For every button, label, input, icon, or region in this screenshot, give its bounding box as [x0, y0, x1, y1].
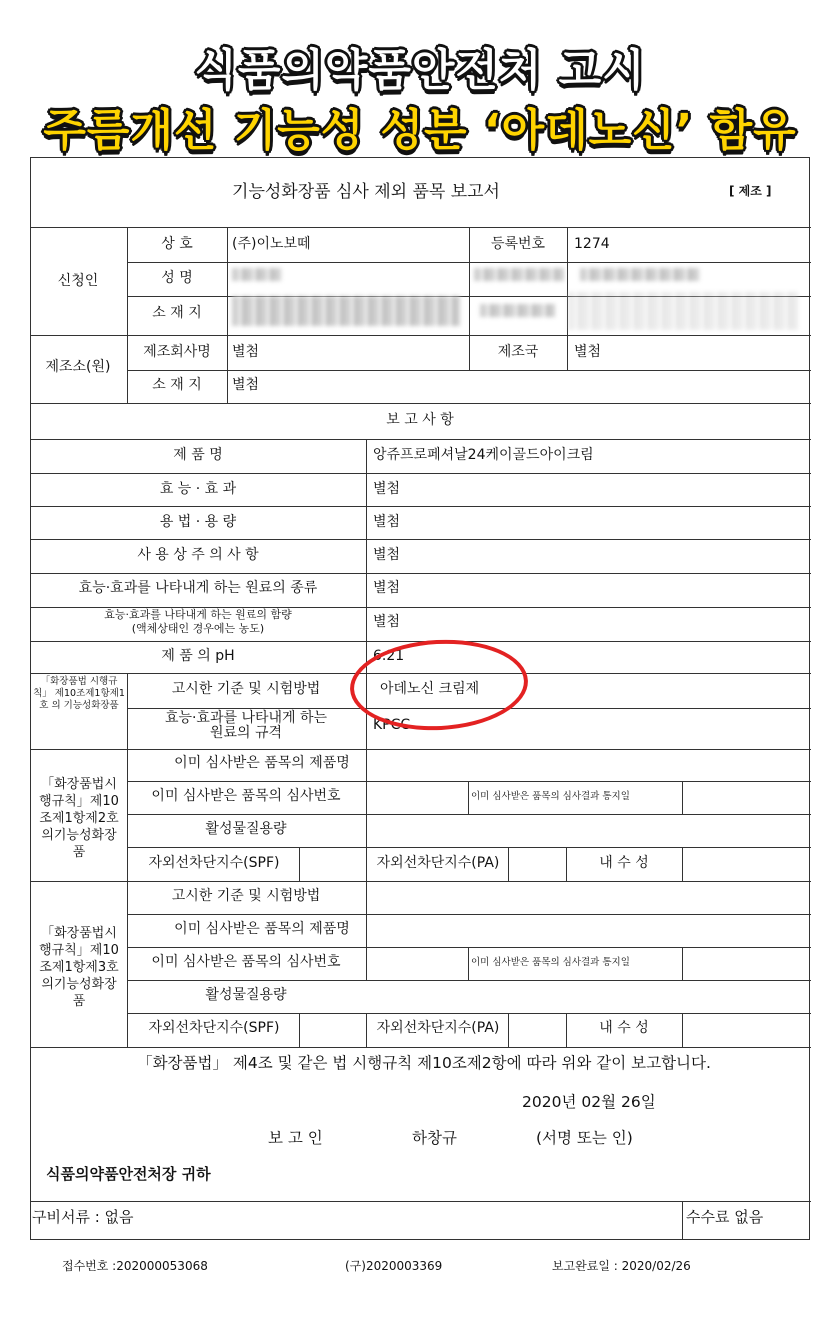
report-date: 2020년 02월 26일 — [522, 1093, 656, 1111]
report-title: 기능성화장품 심사 제외 품목 보고서 — [232, 182, 500, 202]
factory-section-label: 제조소(원) — [45, 359, 111, 375]
country-value: 별첨 — [574, 344, 602, 360]
redacted-field — [580, 268, 700, 281]
reporter-label: 보 고 인 — [268, 1129, 323, 1147]
item-value: 별첨 — [373, 481, 401, 497]
spf-label: 자외선차단지수(SPF) — [148, 855, 280, 871]
group2-row1-label: 이미 심사받은 품목의 제품명 — [174, 755, 350, 771]
required-docs: 구비서류 : 없음 — [32, 1208, 134, 1226]
group1-row2-label: 원료의 규격 — [209, 725, 283, 741]
group3-row0-label: 고시한 기준 및 시험방법 — [171, 888, 321, 904]
maker-label: 제조회사명 — [143, 344, 211, 360]
pa-label: 자외선차단지수(PA) — [376, 855, 500, 871]
factory-address-value: 별첨 — [232, 377, 260, 393]
item-label: 용 법 · 용 량 — [159, 514, 237, 530]
group2-row2-right: 이미 심사받은 품목의 심사결과 통지일 — [471, 791, 630, 802]
item-value: 별첨 — [373, 514, 401, 530]
item-label: 효능·효과를 나타내게 하는 원료의 종류 — [78, 580, 318, 596]
headline-line2: 주름개선 기능성 성분 ‘아데노신’ 함유 — [43, 105, 797, 156]
report-type-tag: [ 제조 ] — [729, 184, 772, 198]
standard-value: 아데노신 크림제 — [380, 681, 480, 697]
company-label: 상 호 — [161, 236, 193, 252]
item-label: 사 용 상 주 의 사 항 — [137, 547, 259, 563]
regno-label: 등록번호 — [490, 236, 546, 252]
item-label: (액체상태인 경우에는 농도) — [131, 622, 265, 635]
country-label: 제조국 — [497, 344, 539, 360]
report-items-header: 보 고 사 항 — [386, 412, 454, 428]
item-label: 제 품 의 pH — [161, 648, 235, 664]
spf-label: 자외선차단지수(SPF) — [148, 1020, 280, 1036]
name-label: 성 명 — [161, 270, 193, 286]
address-label: 소 재 지 — [152, 305, 202, 321]
group1-row1-label: 고시한 기준 및 시험방법 — [171, 681, 321, 697]
statement: 「화장품법」 제4조 및 같은 법 시행규칙 제10조제2항에 따라 위와 같이 보고합니다. — [137, 1054, 711, 1072]
group2-label: 「화장품법시행규칙」제10조제1항제2호의기능성화장품 — [39, 777, 119, 860]
headline-line1: 식품의약품안전처 고시 — [194, 45, 646, 96]
maker-value: 별첨 — [232, 344, 260, 360]
redacted-field — [568, 292, 798, 330]
group3-label: 「화장품법시행규칙」제10조제1항제3호의기능성화장품 — [39, 926, 119, 1009]
redacted-field — [474, 268, 564, 281]
redacted-name — [232, 268, 282, 281]
old-number: (구)2020003369 — [345, 1259, 443, 1273]
group2-row3-label: 활성물질용량 — [205, 821, 287, 837]
receipt-number: 접수번호 :202000053068 — [62, 1259, 208, 1273]
sign-note: (서명 또는 인) — [536, 1129, 633, 1147]
fee: 수수료 없음 — [686, 1208, 764, 1226]
addressee: 식품의약품안전처장 귀하 — [46, 1165, 211, 1183]
group3-row1-label: 이미 심사받은 품목의 제품명 — [174, 921, 350, 937]
group3-row2-right: 이미 심사받은 품목의 심사결과 통지일 — [471, 957, 630, 968]
redacted-field — [480, 304, 555, 317]
water-label: 내 수 성 — [599, 855, 649, 871]
item-value: 별첨 — [373, 614, 401, 630]
regno-value: 1274 — [574, 236, 610, 252]
item-label: 효능·효과를 나타내게 하는 원료의 함량 — [104, 608, 292, 621]
item-value: 별첨 — [373, 547, 401, 563]
factory-address-label: 소 재 지 — [152, 377, 202, 393]
item-value: 앙쥬프로페셔날24케이골드아이크림 — [373, 447, 594, 463]
group2-row2-label: 이미 심사받은 품목의 심사번호 — [151, 788, 341, 804]
applicant-section-label: 신청인 — [57, 273, 99, 289]
reporter-name: 하창규 — [412, 1129, 457, 1147]
company-value: (주)이노보떼 — [232, 236, 311, 252]
item-label: 제 품 명 — [173, 447, 223, 463]
water-label: 내 수 성 — [599, 1020, 649, 1036]
item-value: 별첨 — [373, 580, 401, 596]
group3-row2-label: 이미 심사받은 품목의 심사번호 — [151, 954, 341, 970]
pa-label: 자외선차단지수(PA) — [376, 1020, 500, 1036]
redacted-address — [232, 296, 460, 326]
completed-date: 보고완료일 : 2020/02/26 — [552, 1259, 691, 1273]
spec-value: KPCC — [373, 717, 411, 733]
group3-row3-label: 활성물질용량 — [205, 987, 287, 1003]
item-label: 효 능 · 효 과 — [159, 481, 237, 497]
ph-value: 6.21 — [373, 648, 405, 664]
group1-row2-label: 효능·효과를 나타내게 하는 — [164, 710, 328, 726]
group1-label: 「화장품법 시행규칙」 제10조제1항제1호 의 기능성화장품 — [33, 676, 125, 711]
